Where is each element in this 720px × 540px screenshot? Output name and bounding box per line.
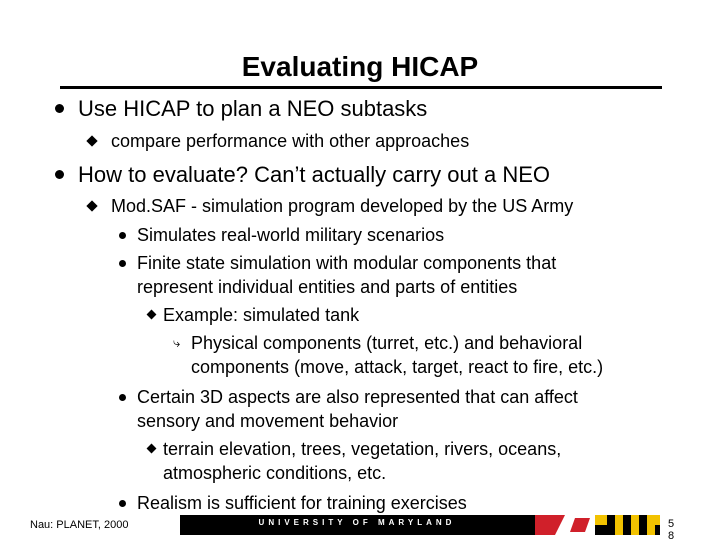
diamond-bullet-icon	[147, 310, 157, 320]
bullet-how-evaluate: How to evaluate? Can’t actually carry out a NEO	[78, 162, 551, 187]
bullet-physical-components-cont: components (move, attack, target, react to fire, etc.)	[191, 357, 604, 377]
bullet-physical-components: Physical components (turret, etc.) and behavioral	[191, 333, 583, 353]
bullet-3d-aspects-cont: sensory and movement behavior	[137, 411, 399, 431]
university-banner	[180, 515, 660, 535]
bullet-example-tank: Example: simulated tank	[163, 305, 360, 325]
hook-arrow-icon: ⤷	[173, 336, 181, 351]
footer-author: Nau: PLANET, 2000	[30, 519, 129, 531]
maryland-flag-icon	[535, 515, 660, 535]
page-number-bottom: 8	[668, 530, 675, 540]
bullet-dot-icon	[55, 104, 64, 113]
bullet-3d-aspects: Certain 3D aspects are also represented that can affect	[137, 387, 578, 407]
page-number	[668, 518, 674, 540]
bullet-finite-state: Finite state simulation with modular components that	[137, 253, 557, 273]
title-underline	[60, 86, 662, 89]
bullet-dot-icon	[119, 394, 126, 401]
bullet-simulates: Simulates real-world military scenarios	[137, 225, 445, 245]
bullet-dot-icon	[55, 170, 64, 179]
bullet-dot-icon	[119, 232, 126, 239]
bullet-compare: compare performance with other approaches	[111, 131, 470, 151]
diamond-bullet-icon	[147, 444, 157, 454]
bullet-dot-icon	[119, 260, 126, 267]
page-number-top: 5	[668, 518, 675, 530]
bullet-terrain-cont: atmospheric conditions, etc.	[163, 463, 387, 483]
bullet-realism: Realism is sufficient for training exercises	[137, 493, 467, 513]
bullet-modsaf: Mod.SAF - simulation program developed by the US Army	[111, 196, 574, 216]
banner-text: UNIVERSITY OF MARYLAND	[258, 518, 456, 527]
bullet-dot-icon	[119, 500, 126, 507]
bullet-terrain: terrain elevation, trees, vegetation, rivers, oceans,	[163, 439, 562, 459]
diamond-bullet-icon	[86, 135, 97, 146]
bullet-finite-state-cont: represent individual entities and parts of entities	[137, 277, 518, 297]
diamond-bullet-icon	[86, 200, 97, 211]
slide-title: Evaluating HICAP	[241, 51, 479, 82]
bullet-use-hicap: Use HICAP to plan a NEO subtasks	[78, 96, 428, 121]
